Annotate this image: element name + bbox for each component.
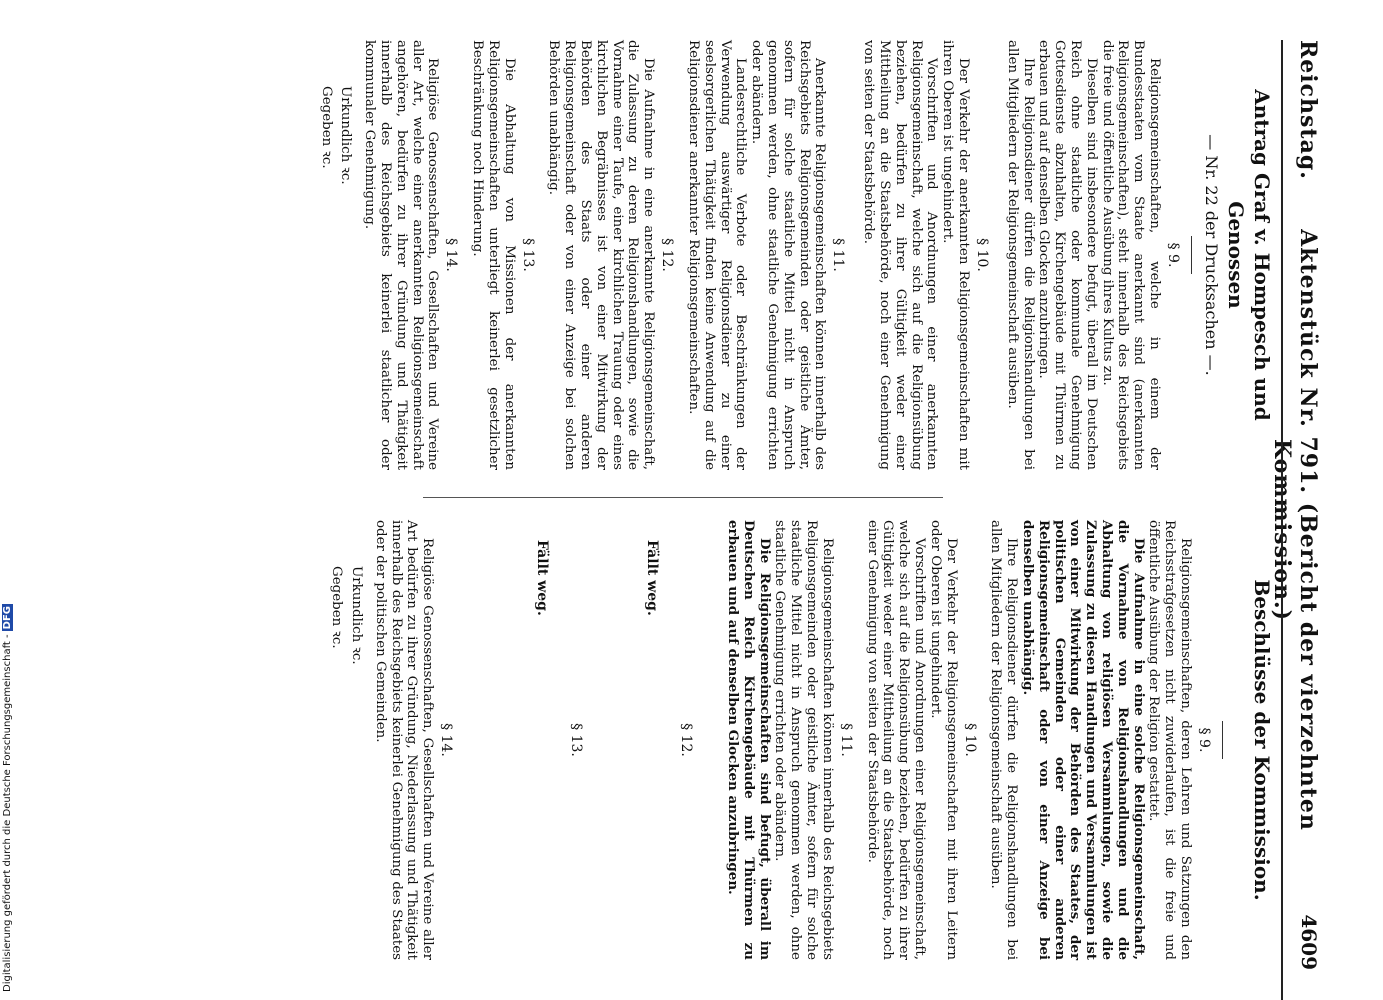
left-sections [318,40,1181,470]
closing-formula [329,520,365,960]
section-number: § 14. [443,238,460,272]
paragraph: Der Verkehr der Religionsgemeinschaften mit ihren Leitern oder Oberen ist ungehindert. [927,520,959,960]
footer-text [2,604,13,992]
section-number: § 9. [1196,727,1212,753]
section [372,520,454,960]
section [685,40,846,470]
header-rule [1281,40,1283,1000]
paragraph: Religionsgemeinschaften können innerhalb des Reichsgebiets Religionsgemeinden oder geistliche Ämter, sofern für solche staatliche Mittel nicht in Anspruch genommen werden, ohne staatliche Genehmigung errichten oder abändern. [772,520,835,960]
section-removed-note: Fällt weg. [644,540,661,616]
divider [1191,236,1192,274]
section-number: § 12. [659,238,676,272]
paragraph: Vorschriften und Anordnungen einer anerkannten Religionsgemeinschaft, welche sich auf die Religionsübung beziehen, bedürfen zu ihrer Gültigkeit weder einer Mittheilung an die Staatsbehörde, noch einer Genehmigung von seiten der Staatsbehörde. [861,40,940,470]
left-column [0,40,1275,470]
footer-credit: Digitalisierung gefördert durch die Deutsche Forschungsgemeinschaft - [2,634,13,992]
dfg-logo: DFG [2,606,13,630]
section [724,520,854,960]
page-number: 4609 [1297,914,1321,970]
paragraph: Die Religionsgemeinschaften sind befugt, überall im Deutschen Reich Kirchengebäude mit Thürmen zu erbauen und auf denselben Glocken anzubringen. [725,520,773,960]
section [534,520,584,960]
paragraph: Die Abhaltung von Missionen der anerkannten Religionsgemeinschaften unterliegt keinerlei gesetzlicher Beschränkung noch Hinderung. [470,40,517,470]
closing-line: Gegeben ꝛc. [318,86,334,169]
paragraph: Religionsgemeinschaften, deren Lehren und Satzungen den Reichsstrafgesetzen nicht zuwiderlaufen, ist die freie und öffentliche Ausübung der Religion gestattet. [1146,520,1193,960]
paragraph: Ihre Religionsdiener dürfen die Religionshandlungen bei allen Mitgliedern der Religionsgemeinschaft ausüben. [1004,40,1036,470]
section-number: § 13. [568,723,585,757]
paragraph: Landesrechtliche Verbote oder Beschränkungen der Verwendung auswärtiger Religionsdiener zu einer seelsorgerlichen Thätigkeit finden keine Anwendung auf die Religionsdiener anerkannter Religionsgemeinschaften. [686,40,749,470]
paragraph: Die Aufnahme in eine anerkannte Religionsgemeinschaft, die Zulassung zu deren Religionshandlungen, sowie die Vornahme einer Taufe, einer kirchlichen Trauung oder eines kirchlichen Begräbnisses ist von einer Mitwirkung der Behörden des Staats oder einer anderen Religionsgemeinschaft oder von einer Anzeige bei solchen Behörden unabhängig. [546,40,657,470]
section-number: § 14. [438,723,455,757]
paragraph: Der Verkehr der anerkannten Religionsgemeinschaften mit ihren Oberen ist ungehindert. [940,40,972,470]
section [1004,40,1181,470]
section [546,40,676,470]
section-number: § 10. [974,238,991,272]
section [361,40,459,470]
paragraph: Ihre Religionsdiener dürfen die Religionshandlungen bei allen Mitgliedern der Religionsgemeinschaft ausüben. [988,520,1020,960]
section [860,40,990,470]
section [469,40,535,470]
left-column-title: Antrag Graf v. Hompesch und Genossen [1224,89,1274,421]
left-column-subtitle: — Nr. 22 der Drucksachen —. [1202,134,1221,376]
section [864,520,978,960]
column-divider [423,497,943,498]
paragraph: Die Aufnahme in eine solche Religionsgemeinschaft, die Vornahme von Religionshandlungen und die Abhaltung von religiösen Versammlungen, sowie die Zulassung zu diesen Handlungen und Versammlungen ist von einer Mitwirkung der Behörden des Staates, der politischen Gemeinden oder einer anderen Religionsgemeinschaft oder von einer Anzeige bei denselben unabhängig. [1020,520,1147,960]
closing-line: Urkundlich ꝛc. [338,86,354,185]
header-title: Aktenstück Nr. 791. (Bericht der vierzehnten Kommission.) [1269,229,1321,831]
section-number: § 10. [961,723,978,757]
closing-formula [318,40,354,470]
paragraph: Anerkannte Religionsgemeinschaften können innerhalb des Reichsgebiets Religionsgemeinden oder geistliche Ämter, sofern für solche staatliche Mittel nicht in Anspruch genommen werden, ohne staatliche Genehmigung errichten oder abändern. [749,40,828,470]
footer [0,0,14,1000]
right-sections [329,520,1213,960]
section-number: § 12. [678,723,695,757]
section [644,520,694,960]
right-column-title: Beschlüsse der Kommission. [1250,579,1274,901]
right-column [0,520,1275,960]
section-number: § 11. [830,238,847,272]
section [988,520,1212,960]
paragraph: Vorschriften und Anordnungen einer Religionsgemeinschaft, welche sich auf die Religionsübung beziehen, bedürfen zu ihrer Gültigkeit weder einer Mittheilung an die Staatsbehörde, noch einer Genehmigung von seiten der Staatsbehörde. [864,520,928,960]
section-number: § 9. [1165,242,1181,268]
paragraph: Religiöse Genossenschaften, Gesellschaften und Vereine aller Art, welche einer anerkannten Religionsgemeinschaft angehören, bedürfen zu ihrer Gründung und Thätigkeit innerhalb des Reichsgebiets keinerlei staatlicher oder kommunaler Genehmigung. [362,40,441,470]
section-number: § 13. [519,238,536,272]
divider [1222,721,1223,759]
paragraph: Religionsgemeinschaften, welche in einem der Bundesstaaten vom Staate anerkannt sind (anerkannten Religionsgemeinschaften), steht innerhalb des Reichsgebiets die freie und öffentliche Ausübung ihres Kultus zu. [1099,40,1162,470]
section-number: § 11. [837,723,854,757]
closing-line: Urkundlich ꝛc. [349,566,365,665]
section-removed-note: Fällt weg. [534,540,551,616]
paragraph: Dieselben sind insbesondere befugt, überall im Deutschen Reich ohne staatliche oder kommunale Genehmigung Gottesdienste abzuhalten, Kirchengebäude mit Thürmen zu erbauen und auf denselben Glocken anzubringen. [1036,40,1099,470]
paragraph: Religiöse Genossenschaften, Gesellschaften und Vereine aller Art bedürfen zu ihrer Gründung, Niederlassung und Thätigkeit innerhalb des Reichsgebiets keinerlei Genehmigung des Staates oder der politischen Gemeinden. [372,520,436,960]
closing-line: Gegeben ꝛc. [329,566,345,649]
header-left: Reichstag. [1295,40,1321,180]
